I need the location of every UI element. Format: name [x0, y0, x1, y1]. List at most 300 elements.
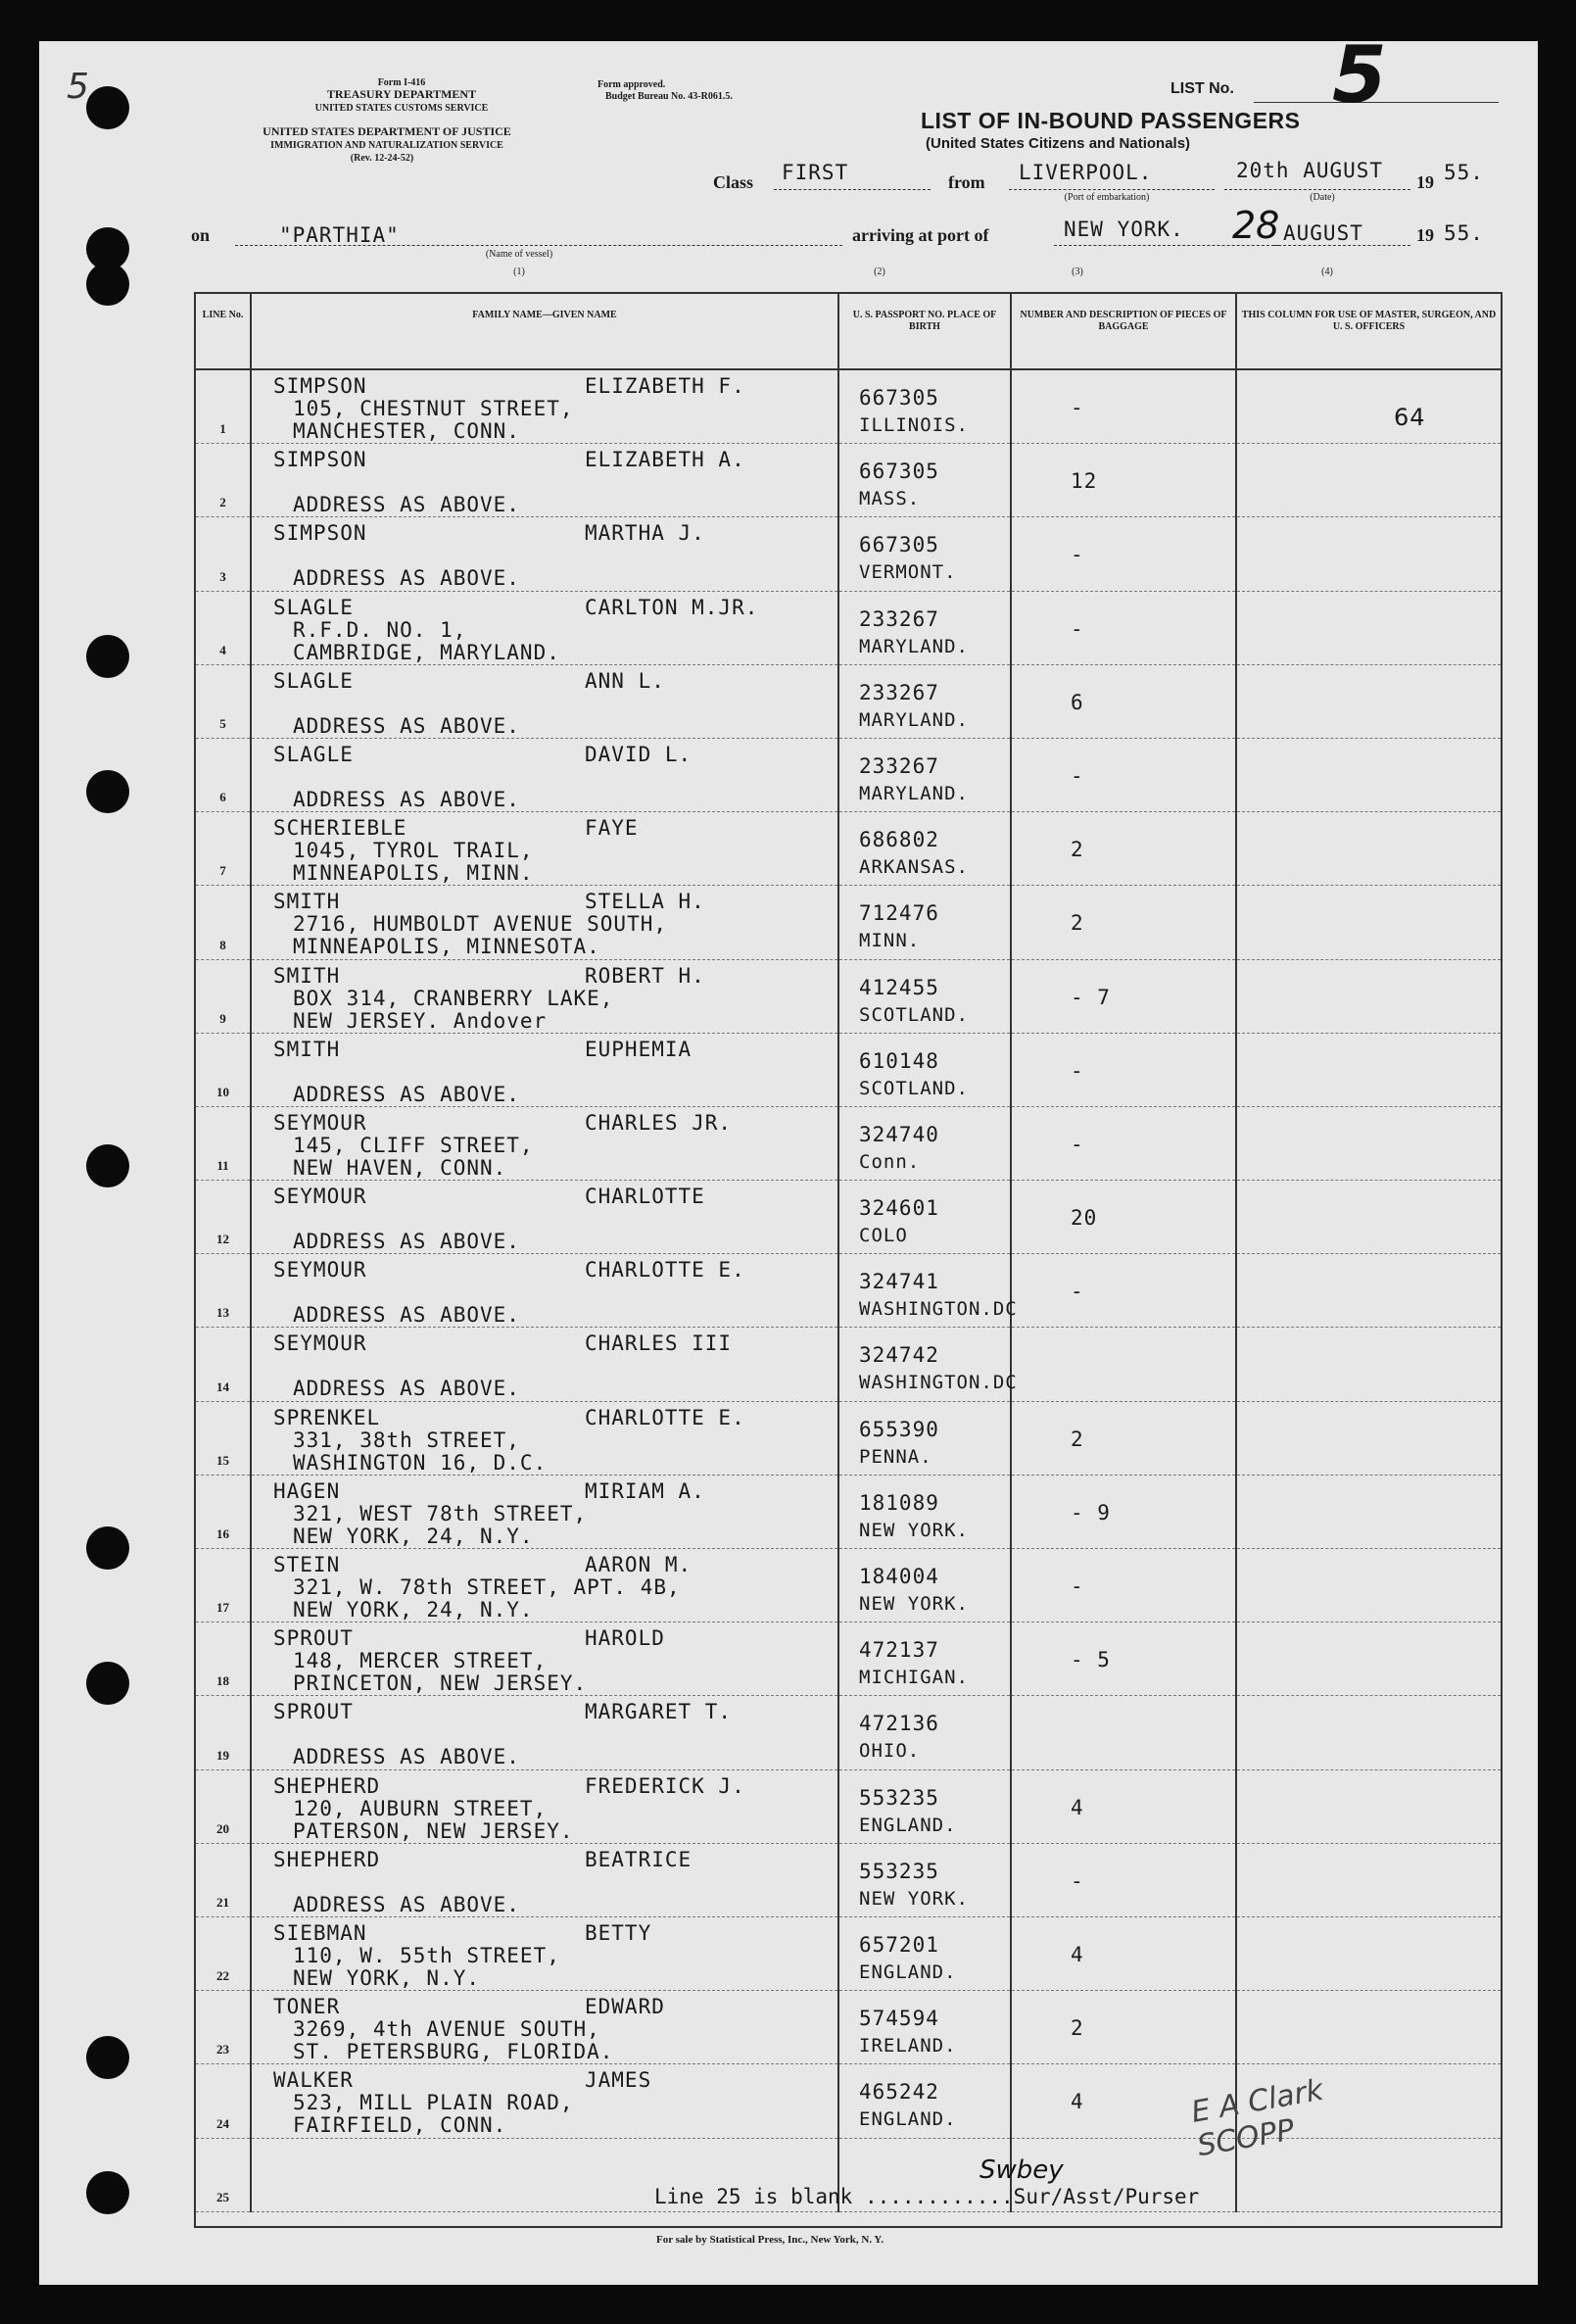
family-name: SEYMOUR	[273, 1331, 367, 1356]
budget-bureau: Budget Bureau No. 43-R061.5.	[605, 91, 733, 102]
passport-number: 472137	[859, 1638, 939, 1663]
name-address-cell	[251, 1181, 838, 1254]
table-row	[196, 1843, 1501, 1916]
baggage-cell	[1011, 1622, 1236, 1696]
line-number-cell	[196, 1991, 251, 2064]
place-of-birth: MARYLAND.	[859, 782, 969, 804]
address-line-1: 120, AUBURN STREET,	[293, 1796, 548, 1820]
address-line-2: ADDRESS AS ABOVE.	[293, 493, 520, 517]
line-number: 1	[219, 421, 226, 437]
baggage-count: 6	[1071, 690, 1084, 714]
baggage-cell	[1011, 1254, 1236, 1328]
header-line-no	[196, 294, 251, 369]
officer-cell	[1236, 369, 1501, 444]
baggage-count: -	[1071, 1132, 1084, 1156]
passport-number: 324741	[859, 1270, 939, 1294]
table-row	[196, 1328, 1501, 1401]
name-address-cell	[251, 1696, 838, 1769]
table-row	[196, 1622, 1501, 1696]
given-name: MARGARET T.	[585, 1700, 733, 1724]
address-line-2: NEW JERSEY. Andover	[293, 1008, 548, 1033]
given-name: BEATRICE	[585, 1847, 692, 1871]
place-of-birth: WASHINGTON.DC	[859, 1372, 1018, 1394]
family-name: SHEPHERD	[273, 1847, 381, 1871]
address-line-2: ADDRESS AS ABOVE.	[293, 1230, 520, 1254]
vessel-caption: (Name of vessel)	[485, 249, 553, 260]
line-number-cell	[196, 1254, 251, 1328]
baggage-cell	[1011, 664, 1236, 738]
passport-number: 667305	[859, 460, 939, 484]
officer-cell	[1236, 1916, 1501, 1990]
baggage-cell	[1011, 959, 1236, 1033]
passport-cell	[838, 959, 1011, 1033]
passport-number: 472136	[859, 1712, 939, 1736]
place-of-birth: NEW YORK.	[859, 1887, 969, 1910]
place-of-birth: IRELAND.	[859, 2035, 957, 2058]
baggage-cell	[1011, 369, 1236, 444]
officer-cell	[1236, 1475, 1501, 1548]
line-number: 12	[216, 1232, 229, 1247]
form-approved: Form approved.	[597, 79, 666, 90]
punch-hole	[86, 1526, 129, 1570]
line-number: 6	[219, 790, 226, 805]
table-row	[196, 959, 1501, 1033]
line-number-cell	[196, 1622, 251, 1696]
officer-cell	[1236, 1254, 1501, 1328]
embark-date-underline	[1224, 189, 1410, 190]
given-name: ANN L.	[585, 668, 665, 693]
address-line-2: NEW YORK, 24, N.Y.	[293, 1524, 534, 1548]
header-officers-text: THIS COLUMN FOR USE OF MASTER, SURGEON, AND U. S. OFFICERS	[1241, 310, 1497, 332]
list-no-label: LIST No.	[1170, 80, 1234, 97]
baggage-cell	[1011, 591, 1236, 664]
address-line-2: ADDRESS AS ABOVE.	[293, 787, 520, 811]
given-name: EUPHEMIA	[585, 1037, 692, 1061]
address-line-1: 148, MERCER STREET,	[293, 1649, 548, 1673]
place-of-birth: SCOTLAND.	[859, 1003, 969, 1026]
line-number-cell	[196, 1843, 251, 1916]
embark-year: 55.	[1444, 161, 1484, 184]
vessel-underline	[235, 245, 842, 246]
address-line-2: WASHINGTON 16, D.C.	[293, 1450, 548, 1475]
given-name: CHARLES JR.	[585, 1110, 733, 1135]
given-name: HAROLD	[585, 1626, 665, 1651]
header-baggage	[1011, 294, 1236, 369]
line-number-cell	[196, 959, 251, 1033]
purser-signature: Swbey	[979, 2155, 1064, 2185]
family-name: TONER	[273, 1995, 341, 2019]
passport-cell	[838, 738, 1011, 811]
place-of-birth: NEW YORK.	[859, 1593, 969, 1615]
table-row	[196, 1033, 1501, 1106]
line-number-cell	[196, 886, 251, 959]
family-name: SEYMOUR	[273, 1258, 367, 1283]
passport-number: 412455	[859, 975, 939, 999]
header-passport	[838, 294, 1011, 369]
line-number: 13	[216, 1305, 229, 1321]
family-name: SHEPHERD	[273, 1773, 381, 1798]
name-address-cell	[251, 1254, 838, 1328]
officer-cell	[1236, 738, 1501, 811]
name-address-cell	[251, 738, 838, 811]
baggage-count: - 5	[1071, 1648, 1111, 1672]
baggage-count: -	[1071, 1868, 1084, 1893]
list-no-value: 5	[1332, 29, 1387, 121]
punch-hole	[86, 770, 129, 813]
officer-cell	[1236, 959, 1501, 1033]
passport-number: 655390	[859, 1417, 939, 1441]
table-row	[196, 1401, 1501, 1475]
passport-number: 553235	[859, 1859, 939, 1883]
punch-hole	[86, 1144, 129, 1187]
name-address-cell	[251, 591, 838, 664]
vessel-name: "PARTHIA"	[279, 223, 400, 247]
page-mark: 5	[67, 67, 89, 107]
line-number: 25	[216, 2189, 229, 2204]
line-number: 14	[216, 1379, 229, 1394]
baggage-cell	[1011, 1549, 1236, 1622]
family-name: STEIN	[273, 1553, 341, 1576]
line-number-cell	[196, 1916, 251, 1990]
address-line-1: 105, CHESTNUT STREET,	[293, 397, 574, 420]
given-name: AARON M.	[585, 1553, 692, 1576]
line-number: 23	[216, 2042, 229, 2058]
doj-title: UNITED STATES DEPARTMENT OF JUSTICE	[263, 124, 511, 138]
passport-number: 553235	[859, 1785, 939, 1810]
passport-number: 324742	[859, 1343, 939, 1368]
line-number: 22	[216, 1968, 229, 1984]
officer-note: 64	[1394, 404, 1426, 431]
passport-number: 667305	[859, 533, 939, 557]
passport-number: 667305	[859, 386, 939, 410]
table-row	[196, 812, 1501, 886]
family-name: SIMPSON	[273, 374, 367, 398]
baggage-count: 4	[1071, 1942, 1084, 1966]
passport-cell	[838, 1181, 1011, 1254]
passport-cell	[838, 1843, 1011, 1916]
family-name: SPRENKEL	[273, 1405, 381, 1429]
table-row	[196, 1696, 1501, 1769]
baggage-cell	[1011, 1843, 1236, 1916]
address-line-2: ST. PETERSBURG, FLORIDA.	[293, 2040, 614, 2064]
name-address-cell	[251, 517, 838, 591]
line-number: 5	[219, 715, 226, 731]
arrival-port: NEW YORK.	[1064, 218, 1184, 241]
line-number-cell	[196, 1475, 251, 1548]
name-address-cell	[251, 1843, 838, 1916]
officer-cell	[1236, 1181, 1501, 1254]
table-row	[196, 738, 1501, 811]
class-value: FIRST	[782, 161, 849, 184]
table-row	[196, 591, 1501, 664]
table-row	[196, 444, 1501, 517]
given-name: MARTHA J.	[585, 521, 705, 546]
given-name: STELLA H.	[585, 890, 705, 914]
given-name: FREDERICK J.	[585, 1773, 745, 1798]
officer-cell	[1236, 664, 1501, 738]
baggage-cell	[1011, 1916, 1236, 1990]
passport-cell	[838, 517, 1011, 591]
place-of-birth: Conn.	[859, 1150, 921, 1173]
line-number: 21	[216, 1894, 229, 1910]
family-name: SIEBMAN	[273, 1920, 367, 1945]
place-of-birth: OHIO.	[859, 1740, 921, 1763]
table-row	[196, 1769, 1501, 1843]
arrival-year: 55.	[1444, 221, 1484, 245]
name-address-cell	[251, 369, 838, 444]
place-of-birth: ENGLAND.	[859, 2108, 957, 2131]
line-number: 20	[216, 1820, 229, 1836]
line-number-cell	[196, 369, 251, 444]
baggage-count: -	[1071, 396, 1084, 419]
header-name	[251, 294, 838, 369]
baggage-count: -	[1071, 763, 1084, 788]
header-baggage-text: NUMBER AND DESCRIPTION OF PIECES OF BAGGAGE	[1020, 310, 1227, 332]
baggage-count: 12	[1071, 469, 1098, 494]
line-number: 11	[216, 1158, 229, 1174]
given-name: CHARLES III	[585, 1331, 733, 1356]
given-name: CHARLOTTE	[585, 1185, 705, 1209]
place-of-birth: MARYLAND.	[859, 708, 969, 731]
column-one-marker: (1)	[513, 266, 525, 277]
line-number: 18	[216, 1673, 229, 1689]
place-of-birth: VERMONT.	[859, 561, 957, 584]
place-of-birth: ARKANSAS.	[859, 856, 969, 879]
address-line-2: MANCHESTER, CONN.	[293, 419, 520, 443]
port-embarkation: LIVERPOOL.	[1019, 161, 1153, 184]
baggage-cell	[1011, 1991, 1236, 2064]
baggage-cell	[1011, 1475, 1236, 1548]
line-number-cell	[196, 1328, 251, 1401]
line-number: 10	[216, 1084, 229, 1099]
address-line-2: PATERSON, NEW JERSEY.	[293, 1818, 574, 1843]
punch-hole	[86, 263, 129, 306]
arrival-month-underline	[1273, 245, 1410, 246]
address-line-2: ADDRESS AS ABOVE.	[293, 713, 520, 738]
document-subtitle: (United States Citizens and Nationals)	[926, 135, 1191, 152]
baggage-count: 4	[1071, 1795, 1084, 1819]
officer-signature: E A Clark SCOPP	[1188, 2072, 1326, 2164]
blank-line-note	[654, 2185, 1199, 2208]
baggage-count: -	[1071, 1280, 1084, 1304]
passport-cell	[838, 1106, 1011, 1180]
given-name: ELIZABETH F.	[585, 374, 745, 398]
address-line-1: 3269, 4th AVENUE SOUTH,	[293, 2017, 600, 2042]
punch-hole	[86, 1662, 129, 1705]
family-name: SMITH	[273, 963, 341, 988]
name-address-cell	[251, 1991, 838, 2064]
passport-number: 184004	[859, 1565, 939, 1588]
family-name: SLAGLE	[273, 668, 354, 693]
address-line-1: BOX 314, CRANBERRY LAKE,	[293, 986, 614, 1010]
line-number-cell	[196, 738, 251, 811]
passport-number: 686802	[859, 828, 939, 852]
class-underline	[774, 189, 931, 190]
given-name: CHARLOTTE E.	[585, 1405, 745, 1429]
place-of-birth: NEW YORK.	[859, 1519, 969, 1541]
given-name: CHARLOTTE E.	[585, 1258, 745, 1283]
passport-cell	[838, 1622, 1011, 1696]
line-number-cell	[196, 664, 251, 738]
baggage-cell	[1011, 1401, 1236, 1475]
baggage-count: 2	[1071, 2016, 1084, 2041]
family-name: SCHERIEBLE	[273, 816, 407, 841]
line-number: 15	[216, 1452, 229, 1468]
baggage-cell	[1011, 738, 1236, 811]
column-two-marker: (2)	[874, 266, 885, 277]
line-number: 24	[216, 2115, 229, 2131]
given-name: CARLTON M.JR.	[585, 595, 759, 619]
address-line-2: ADDRESS AS ABOVE.	[293, 1745, 520, 1769]
baggage-count: - 7	[1071, 985, 1111, 1009]
address-line-2: CAMBRIDGE, MARYLAND.	[293, 640, 560, 664]
officer-cell	[1236, 886, 1501, 959]
name-address-cell	[251, 959, 838, 1033]
baggage-count: 2	[1071, 911, 1084, 936]
header-line-no-text: LINE No.	[202, 310, 244, 320]
address-line-1: R.F.D. NO. 1,	[293, 617, 467, 642]
given-name: MIRIAM A.	[585, 1478, 705, 1503]
baggage-count: -	[1071, 1574, 1084, 1598]
name-address-cell	[251, 664, 838, 738]
address-line-1: 331, 38th STREET,	[293, 1428, 520, 1452]
place-of-birth: MASS.	[859, 488, 921, 510]
passport-cell	[838, 1549, 1011, 1622]
passport-number: 181089	[859, 1490, 939, 1515]
given-name: ROBERT H.	[585, 963, 705, 988]
passport-cell	[838, 1328, 1018, 1401]
header-passport-text: U. S. PASSPORT NO. PLACE OF BIRTH	[852, 310, 997, 332]
table-row	[196, 369, 1501, 444]
officer-cell	[1236, 1549, 1501, 1622]
place-of-birth: PENNA.	[859, 1445, 932, 1468]
passport-cell	[838, 1696, 1011, 1769]
arrival-day: 28	[1232, 204, 1280, 247]
baggage-cell	[1011, 1181, 1236, 1254]
baggage-cell	[1011, 517, 1236, 591]
place-of-birth: WASHINGTON.DC	[859, 1298, 1018, 1321]
line-number: 8	[219, 937, 226, 952]
document-title: LIST OF IN-BOUND PASSENGERS	[921, 108, 1301, 133]
baggage-cell	[1011, 812, 1236, 886]
family-name: SMITH	[273, 1037, 341, 1061]
name-address-cell	[251, 2064, 838, 2138]
line-number-cell	[196, 812, 251, 886]
passport-cell	[838, 1916, 1011, 1990]
address-line-2: PRINCETON, NEW JERSEY.	[293, 1671, 588, 1696]
baggage-cell	[1011, 1328, 1236, 1401]
officer-cell	[1236, 1769, 1501, 1843]
line-number-cell	[196, 1696, 251, 1769]
name-address-cell	[251, 1106, 838, 1180]
passport-cell	[838, 812, 1011, 886]
line-number: 4	[219, 642, 226, 657]
passport-cell	[838, 664, 1011, 738]
place-of-birth: MICHIGAN.	[859, 1667, 969, 1689]
line-number-cell	[196, 1401, 251, 1475]
address-line-2: NEW HAVEN, CONN.	[293, 1155, 507, 1180]
family-name: SEYMOUR	[273, 1185, 367, 1209]
address-line-1: 2716, HUMBOLDT AVENUE SOUTH,	[293, 912, 668, 937]
passport-number: 324601	[859, 1196, 939, 1221]
table-row	[196, 1549, 1501, 1622]
family-name: SPROUT	[273, 1626, 354, 1651]
passport-cell	[838, 2064, 1011, 2138]
given-name: DAVID L.	[585, 742, 692, 766]
officer-cell	[1236, 1033, 1501, 1106]
passport-number: 324740	[859, 1122, 939, 1146]
family-name: SIMPSON	[273, 448, 367, 472]
customs-service: UNITED STATES CUSTOMS SERVICE	[314, 103, 489, 114]
name-address-cell	[251, 812, 838, 886]
table-row	[196, 1254, 1501, 1328]
ins-title: IMMIGRATION AND NATURALIZATION SERVICE	[270, 140, 503, 151]
table-row	[196, 1991, 1501, 2064]
column-three-marker: (3)	[1072, 266, 1083, 277]
officer-cell	[1236, 1696, 1501, 1769]
baggage-count: -	[1071, 1058, 1084, 1083]
passport-cell	[838, 1401, 1011, 1475]
year-prefix: 19	[1416, 172, 1434, 192]
line-number: 2	[219, 495, 226, 510]
port-embark-caption: (Port of embarkation)	[1064, 192, 1150, 203]
date-caption: (Date)	[1310, 192, 1335, 203]
place-of-birth: ENGLAND.	[859, 1814, 957, 1836]
name-address-cell	[251, 1622, 838, 1696]
table-row	[196, 886, 1501, 959]
baggage-cell	[1011, 1696, 1236, 1769]
name-address-cell	[251, 1475, 838, 1548]
table-row	[196, 517, 1501, 591]
treasury-dept: TREASURY DEPARTMENT	[326, 87, 477, 101]
family-name: SIMPSON	[273, 521, 367, 546]
place-of-birth: COLO	[859, 1225, 908, 1247]
officer-cell	[1236, 444, 1501, 517]
line-number-cell	[196, 1181, 251, 1254]
address-line-2: ADDRESS AS ABOVE.	[293, 1377, 520, 1401]
baggage-cell	[1011, 1033, 1236, 1106]
baggage-count: 4	[1071, 2090, 1084, 2114]
passport-cell	[838, 1254, 1018, 1328]
passport-number: 233267	[859, 753, 939, 778]
officer-cell	[1236, 1106, 1501, 1180]
family-name: SMITH	[273, 890, 341, 914]
family-name: SLAGLE	[273, 742, 354, 766]
line-number: 19	[216, 1747, 229, 1763]
line-number: 3	[219, 568, 226, 584]
table-header-row	[196, 294, 1501, 369]
address-line-2: ADDRESS AS ABOVE.	[293, 1303, 520, 1328]
line-number-cell	[196, 1769, 251, 1843]
revision: (Rev. 12-24-52)	[350, 153, 414, 164]
officer-cell	[1236, 1328, 1501, 1401]
baggage-count: -	[1071, 543, 1084, 567]
passport-number: 574594	[859, 2007, 939, 2031]
officer-cell	[1236, 1401, 1501, 1475]
address-line-2: MINNEAPOLIS, MINN.	[293, 861, 534, 886]
passport-cell	[838, 1475, 1011, 1548]
given-name: EDWARD	[585, 1995, 665, 2019]
address-line-1: 523, MILL PLAIN ROAD,	[293, 2091, 574, 2115]
punch-hole	[86, 2036, 129, 2079]
blank-line-text: Line 25 is blank	[654, 2185, 853, 2208]
punch-hole	[86, 2171, 129, 2214]
passport-cell	[838, 444, 1011, 517]
line-number-cell	[196, 1033, 251, 1106]
port-embark-underline	[1009, 189, 1215, 190]
address-line-2: MINNEAPOLIS, MINNESOTA.	[293, 935, 600, 959]
name-address-cell	[251, 1769, 838, 1843]
